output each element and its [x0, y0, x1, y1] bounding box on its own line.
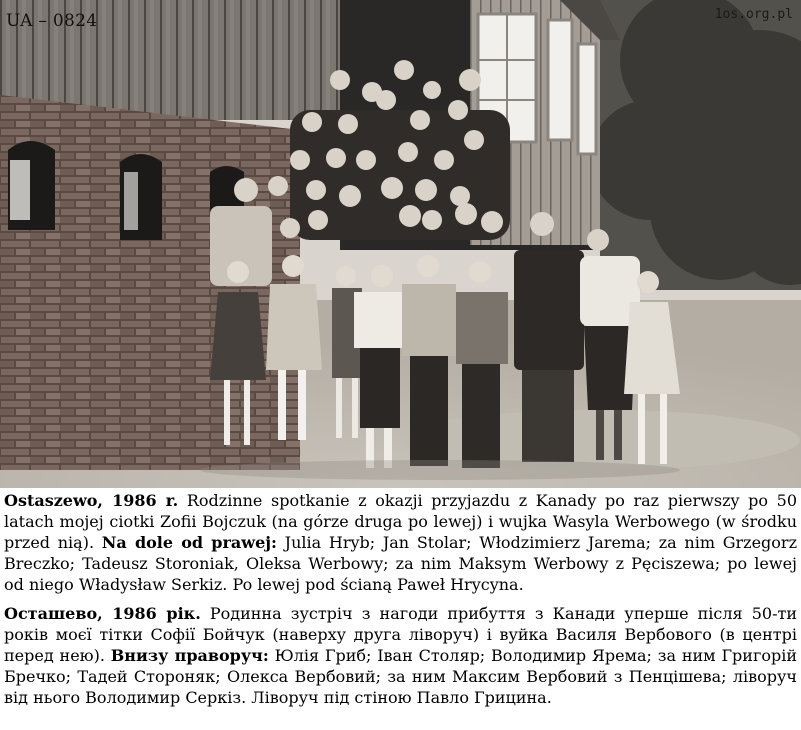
watermark-text: 1os.org.pl: [714, 7, 793, 22]
caption-polish: [4, 490, 797, 595]
caption-ukrainian: [4, 603, 797, 708]
caption-pl-heading: Ostaszewo, 1986 r.: [4, 491, 179, 510]
trees: [590, 0, 801, 290]
caption-pl-text-1: Rodzinne spotkanie z okazji przyjazdu z Kanady po raz pierwszy po 50 latach mojej ciotki Zofii Bojczuk (na górze druga po lewej) i wujka Wasyla Werbowego (w środku przed nią).: [4, 491, 798, 552]
caption-ua-text-1: Родинна зустріч з нагоди прибуття з Канади уперше після 50-ти років моєї тітки Софії Бойчук (наверху друга ліворуч) і вуйка Василя Вербового (в центрі перед нею).: [4, 604, 797, 665]
caption-pl-subheading: Na dole od prawej:: [101, 533, 277, 552]
caption-ua-heading: Осташево, 1986 рік.: [4, 604, 201, 623]
photo-id-label: UA – 0824: [6, 11, 98, 31]
caption-ua-subheading: Внизу праворуч:: [110, 646, 269, 665]
caption-ua-text-2: Юлія Гриб; Іван Столяр; Володимир Ярема; за ним Григорій Бречко; Тадей Стороняк; Олекса Вербовий; за ним Максим Вербовий з Пенцішева; ліворуч від нього Володимир Серкіз. Ліворуч під стіною Павло Грицина.: [4, 646, 797, 707]
caption-pl-text-2: Julia Hryb; Jan Stolar; Włodzimierz Jarema; za nim Grzegorz Breczko; Tadeusz Storoniak, Oleksa Werbowy; za nim Maksym Werbowy z Pęciszewa; po lewej od niego Władysław Serkiz. Po lewej pod ścianą Paweł Hrycyna.: [4, 533, 798, 594]
